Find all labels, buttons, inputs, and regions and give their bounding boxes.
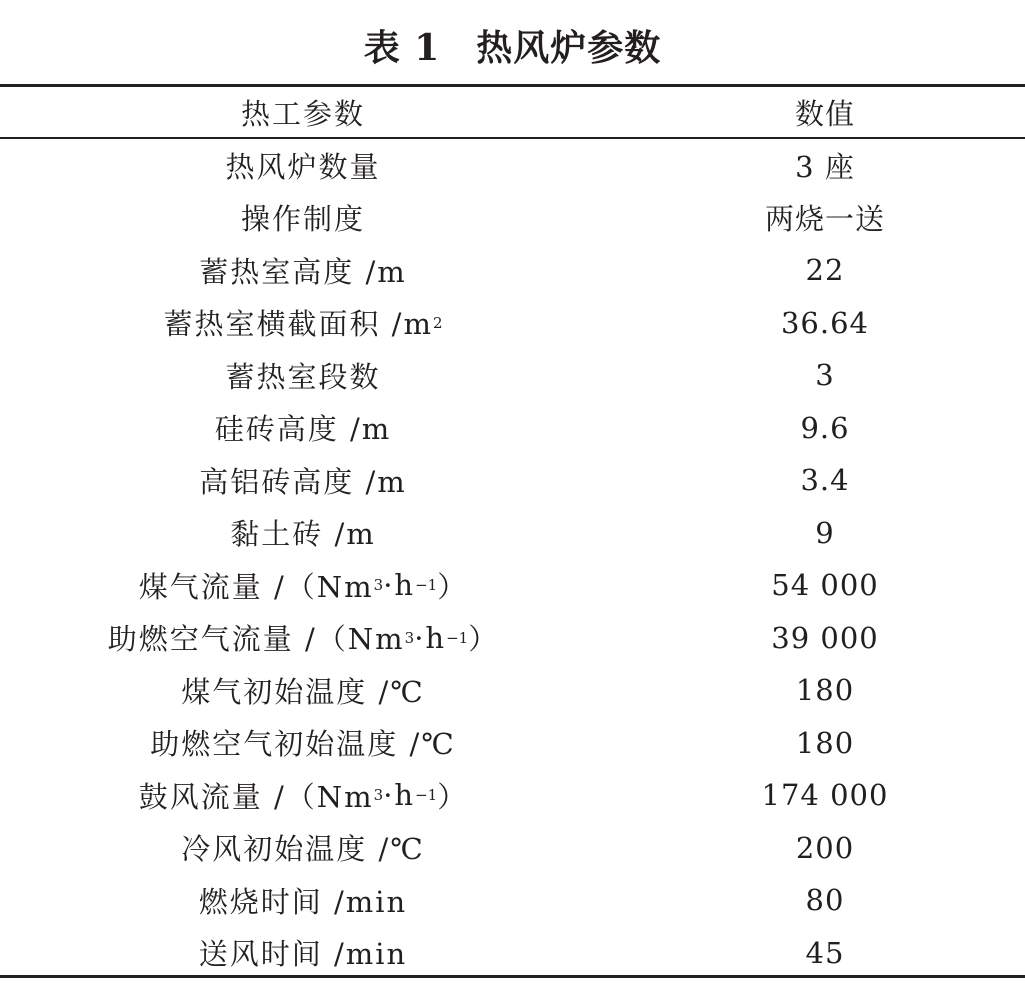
table-caption-title: 热风炉参数 [476,27,662,69]
value-cell: 22 [805,253,845,288]
table-row [0,244,1025,297]
header-param: 热工参数 [240,96,365,131]
table-row [0,507,1025,560]
value-cell: 174 000 [761,778,889,813]
param-cell: 煤气初始温度 /℃ [181,674,425,709]
value-cell: 3 [815,358,835,393]
table-row [0,139,1025,192]
table-row [0,612,1025,665]
param-cell: 高铝砖高度 /m [199,464,407,499]
param-text: ·h [383,778,416,813]
table-caption-number: 表 1 [363,27,441,69]
param-cell: 热风炉数量 [225,149,381,184]
table-row [0,559,1025,612]
table-row [0,822,1025,875]
param-text: 煤气流量 /（Nm [138,569,374,604]
value-cell: 36.64 [780,305,870,340]
param-cell: 助燃空气流量 /（Nm 3 ·h −1 ） [0,612,606,665]
param-text: ） [437,779,468,814]
param-cell: 蓄热室段数 [225,359,381,394]
param-text: 助燃空气流量 /（Nm [107,622,405,657]
table-row [0,402,1025,455]
param-cell: 操作制度 [240,202,365,237]
param-text: 蓄热室横截面积 /m [163,307,433,342]
value-cell: 3 座 [795,149,855,184]
param-text: ） [437,569,468,604]
table-body [0,139,1025,979]
value-cell: 180 [795,673,855,708]
param-cell: 硅砖高度 /m [214,412,392,447]
table-row [0,454,1025,507]
param-text: ·h [383,568,416,603]
table-row [0,769,1025,822]
value-cell: 45 [805,935,845,970]
table-row [0,717,1025,770]
param-text: ·h [414,620,447,655]
value-cell: 180 [795,725,855,760]
table-row [0,349,1025,402]
param-cell: 鼓风流量 /（Nm 3 ·h −1 ） [0,769,606,822]
value-cell: 两烧一送 [764,202,885,237]
value-cell: 9 [815,515,835,550]
param-cell: 蓄热室横截面积 /m 2 [0,297,606,350]
table-row [0,927,1025,980]
value-cell: 200 [795,830,855,865]
value-cell: 54 000 [771,568,879,603]
param-cell: 助燃空气初始温度 /℃ [150,727,456,762]
param-cell: 冷风初始温度 /℃ [181,832,425,867]
param-cell: 蓄热室高度 /m [199,254,407,289]
param-cell: 黏土砖 /m [230,517,376,552]
param-cell: 送风时间 /min [198,937,408,972]
top-rule [0,84,1025,87]
table-caption [0,20,1025,76]
param-cell: 燃烧时间 /min [198,884,408,919]
bottom-rule [0,975,1025,978]
value-cell: 80 [805,883,845,918]
table-row [0,192,1025,245]
table-row [0,874,1025,927]
header-value: 数值 [794,96,855,131]
param-text: 鼓风流量 /（Nm [138,779,374,814]
param-text: ） [468,622,499,657]
value-cell: 9.6 [800,410,850,445]
table-row [0,664,1025,717]
value-cell: 39 000 [771,620,879,655]
value-cell: 3.4 [800,463,850,498]
param-cell: 煤气流量 /（Nm 3 ·h −1 ） [0,559,606,612]
table-row [0,297,1025,350]
table-header-row [0,88,1025,136]
